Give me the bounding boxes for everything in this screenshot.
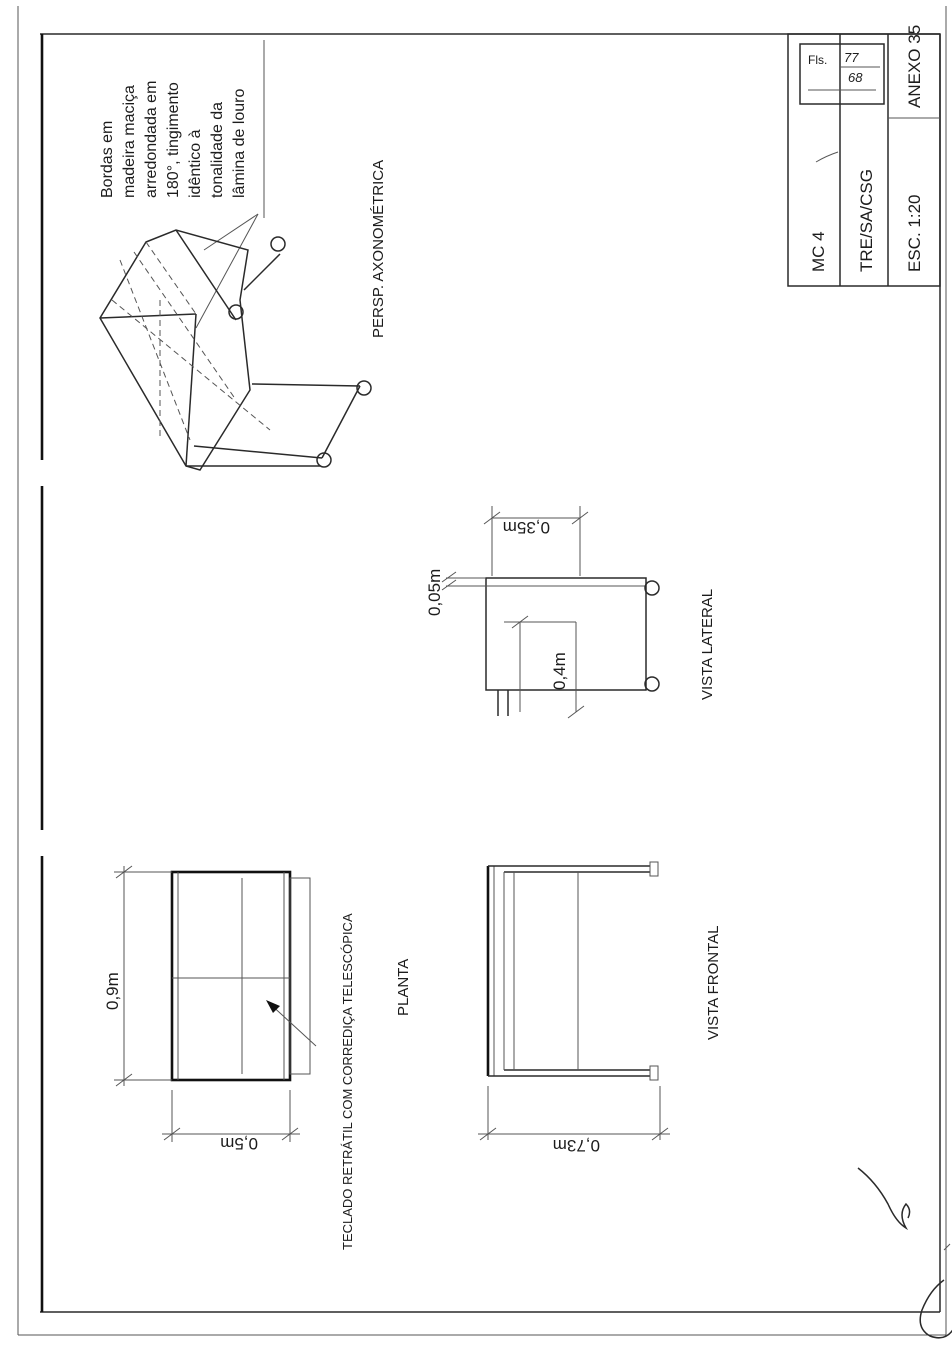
frontal-view xyxy=(478,862,722,1155)
department: TRE/SA/CSG xyxy=(857,169,876,272)
edge-note-line: lâmina de louro xyxy=(231,88,248,198)
axonometric-view xyxy=(100,160,387,470)
edge-note-line: idêntico à xyxy=(187,129,204,198)
edge-note-line: tonalidade da xyxy=(209,101,226,198)
stamp-label: Fls. xyxy=(808,53,828,67)
plan-view-title: PLANTA xyxy=(395,958,412,1016)
lateral-view-title: VISTA LATERAL xyxy=(699,588,716,700)
lateral-view xyxy=(425,506,716,718)
stamp-number-top: 77 xyxy=(844,50,859,65)
annex: ANEXO 35 xyxy=(905,24,924,108)
plan-view xyxy=(103,866,412,1250)
lateral-depth-dimension: 0,35m xyxy=(502,518,550,537)
drawing-id: MC 4 xyxy=(809,231,828,272)
sheet-stamp xyxy=(800,44,884,104)
edge-note-line: 180°, tingimento xyxy=(165,82,182,198)
frontal-view-title: VISTA FRONTAL xyxy=(705,925,722,1040)
axonometric-title: PERSP. AXONOMÉTRICA xyxy=(370,159,387,338)
scale: ESC. 1:20 xyxy=(905,194,924,272)
edge-note xyxy=(99,40,264,218)
edge-note-line: arredondada em xyxy=(143,80,160,198)
sheet-border xyxy=(18,6,946,1335)
stamp-number-bottom: 68 xyxy=(848,70,863,85)
plan-width-dimension: 0,9m xyxy=(103,972,122,1010)
plan-depth-dimension: 0,5m xyxy=(220,1134,258,1153)
edge-note-line: Bordas em xyxy=(99,120,116,198)
lateral-top-dimension: 0,05m xyxy=(425,568,444,616)
lateral-keyboard-dimension: 0,4m xyxy=(550,652,569,690)
title-block xyxy=(788,25,940,286)
edge-note-line: madeira maciça xyxy=(121,85,138,198)
frontal-height-dimension: 0,73m xyxy=(552,1136,600,1155)
keyboard-note: TECLADO RETRÁTIL COM CORREDIÇA TELESCÓPICA xyxy=(340,913,355,1250)
